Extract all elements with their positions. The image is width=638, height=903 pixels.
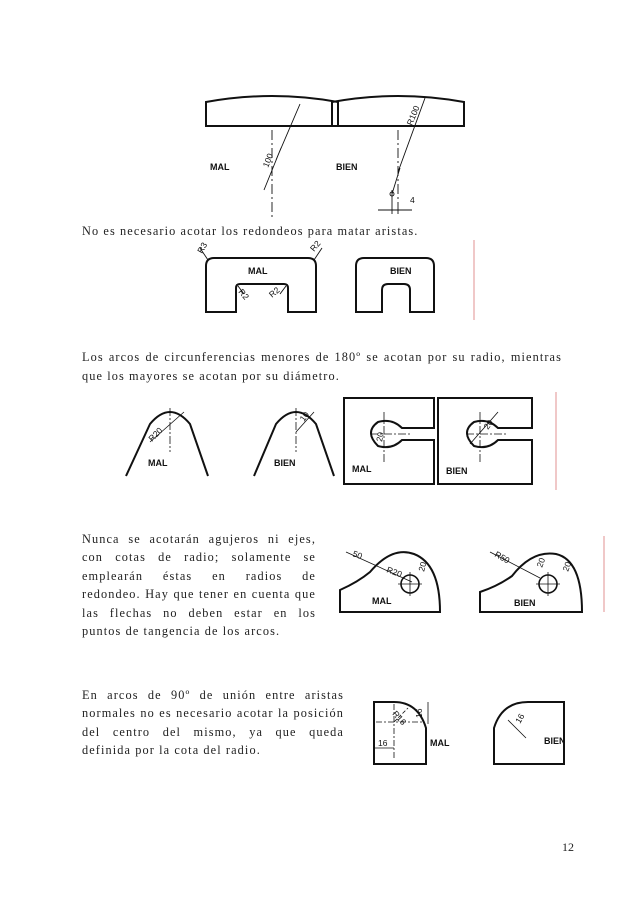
mal-label: MAL (210, 162, 230, 172)
paragraph-holes: Nunca se acotarán agujeros ni ejes, con cotas de radio; solamente se emplearán éstas en radios de redondeo. Hay que tener en cuenta que las flechas no deben estar en los puntos de tangencia de los arcos. (82, 532, 316, 639)
dim-r2-top: R2 (307, 238, 323, 254)
bien-label-3a: BIEN (274, 458, 296, 468)
dim-r100: R100 (404, 104, 422, 127)
figure-fillets (196, 236, 496, 322)
figure-large-radius (180, 90, 470, 220)
dim-r2-b: R2 (266, 284, 282, 300)
mal-label-2: MAL (248, 266, 268, 276)
bien-label-4: BIEN (514, 598, 536, 608)
bien-label-2: BIEN (390, 266, 412, 276)
dim-100: 100 (260, 151, 276, 169)
paragraph-fillets: No es necesario acotar los redondeos para matar aristas. (82, 224, 419, 238)
dim-16-h: 16 (378, 738, 388, 748)
dim-20-hole-b: 20 (534, 556, 548, 569)
dim-r50: R50 (493, 549, 512, 566)
dim-16-v: 16 (414, 708, 424, 718)
figure-holes (330, 532, 610, 622)
dim-10: 10 (297, 409, 312, 424)
dim-r2-a: R2 (236, 286, 252, 302)
paragraph-radius-diameter: Los arcos de circunferencias menores de 180º se acotan por su radio, mientras que los mayores se acotan por su diámetro. (82, 350, 562, 383)
dim-50: 50 (351, 548, 364, 562)
dim-4: 4 (410, 195, 415, 205)
dim-16-bien: 16 (513, 711, 527, 725)
dim-r20-hole: R20 (385, 564, 404, 580)
page-number: 12 (562, 840, 574, 854)
dim-r20: R20 (146, 425, 165, 444)
figure-arcs (120, 392, 560, 492)
dim-r3: R3 (195, 240, 210, 255)
mal-label-4: MAL (372, 596, 392, 606)
figure-90-arcs (368, 684, 568, 774)
mal-label-3a: MAL (148, 458, 168, 468)
dim-20-b: 20 (481, 417, 496, 432)
dim-20-hole-c: 20 (560, 560, 574, 573)
bien-label: BIEN (336, 162, 358, 172)
mal-label-3b: MAL (352, 464, 372, 474)
bien-label-3b: BIEN (446, 466, 468, 476)
dim-20-hole-a: 20 (416, 560, 429, 573)
paragraph-90-arcs: En arcos de 90º de unión entre aristas normales no es necesario acotar la posición del centro del mismo, ya que queda definida por la cota del radio. (82, 688, 344, 758)
dim-20-a: 20 (374, 431, 386, 443)
mal-label-5: MAL (430, 738, 450, 748)
dim-r16: R16 (390, 708, 409, 727)
bien-label-5: BIEN (544, 736, 566, 746)
